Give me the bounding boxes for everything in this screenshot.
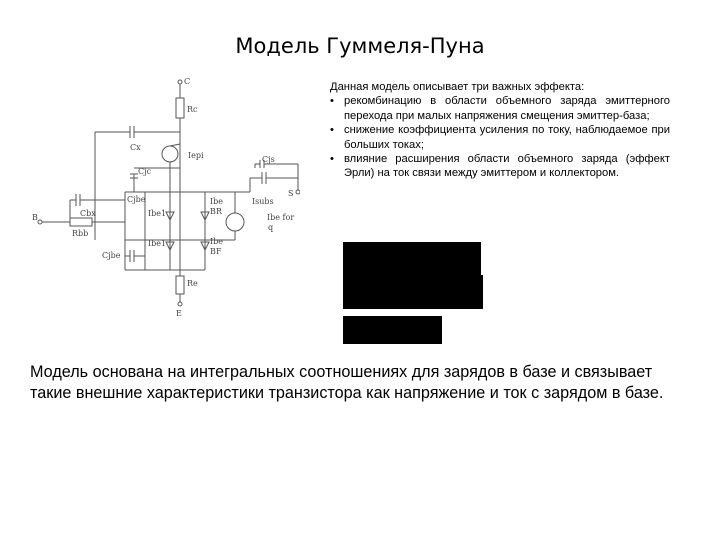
effects-description	[330, 80, 670, 181]
label-ibe1-bot: Ibe1	[148, 239, 167, 248]
substrate-terminal	[296, 190, 300, 194]
effects-intro: Данная модель описывает три важных эффекта:	[330, 81, 585, 93]
slide-title: Модель Гуммеля-Пуна	[235, 34, 485, 58]
label-ibe-for: Ibe for	[267, 213, 295, 222]
label-emitter: E	[176, 309, 182, 318]
label-cbx: Cbx	[80, 209, 96, 218]
effect-text: снижение коэффициента усиления по току, наблюдаемое при больших токах;	[344, 124, 670, 151]
bullet-icon: •	[330, 153, 334, 166]
label-iepi: Iepi	[188, 151, 204, 160]
label-cjc: Cjc	[138, 167, 152, 176]
label-isubs: Isubs	[252, 197, 274, 206]
effect-item	[330, 123, 670, 152]
label-base: B	[32, 213, 38, 222]
label-ibe-bf: Ibe	[210, 237, 224, 246]
effect-text: влияние расширения области объемного заряда (эффект Эрли) на ток связи между эмиттером и коллектором.	[344, 153, 670, 180]
bullet-icon: •	[330, 95, 334, 108]
bullet-icon: •	[330, 124, 334, 137]
label-collector: C	[184, 77, 191, 86]
emitter-terminal	[178, 302, 182, 306]
label-cx: Cx	[130, 143, 141, 152]
label-cjbe2: Cjbe	[102, 251, 121, 260]
label-cjbe: Cjbe	[127, 195, 146, 204]
re-resistor	[176, 276, 184, 294]
label-bf: BF	[210, 247, 222, 256]
label-q: q	[268, 223, 274, 232]
black-image-block-3	[343, 316, 442, 344]
rc-resistor	[176, 98, 184, 118]
gummel-poon-circuit-diagram	[30, 70, 300, 320]
label-ibe1-top: Ibe1	[148, 209, 167, 218]
label-rbb: Rbb	[72, 229, 89, 238]
label-br: BR	[210, 207, 222, 216]
collector-terminal	[178, 80, 182, 84]
rbb-resistor	[70, 218, 92, 226]
label-re: Re	[187, 279, 198, 288]
label-substrate: S	[288, 189, 294, 198]
label-cjs: Cjs	[262, 155, 275, 164]
ibe-for-source	[226, 213, 244, 231]
footer-text: Модель основана на интегральных соотношениях для зарядов в базе и связывает такие внешние характеристики транзистора как напряжение и ток с зарядом в базе.	[30, 363, 664, 402]
label-ibe-br: Ibe	[210, 197, 224, 206]
effect-text: рекомбинацию в области объемного заряда эмиттерного перехода при малых напряжения смещения эмиттер-база;	[344, 95, 670, 122]
base-terminal	[38, 220, 42, 224]
iepi-source	[162, 146, 178, 162]
effect-item	[330, 94, 670, 123]
effects-list	[330, 94, 670, 180]
effect-item	[330, 152, 670, 181]
black-image-block-2	[343, 275, 483, 309]
label-rc: Rc	[187, 105, 198, 114]
